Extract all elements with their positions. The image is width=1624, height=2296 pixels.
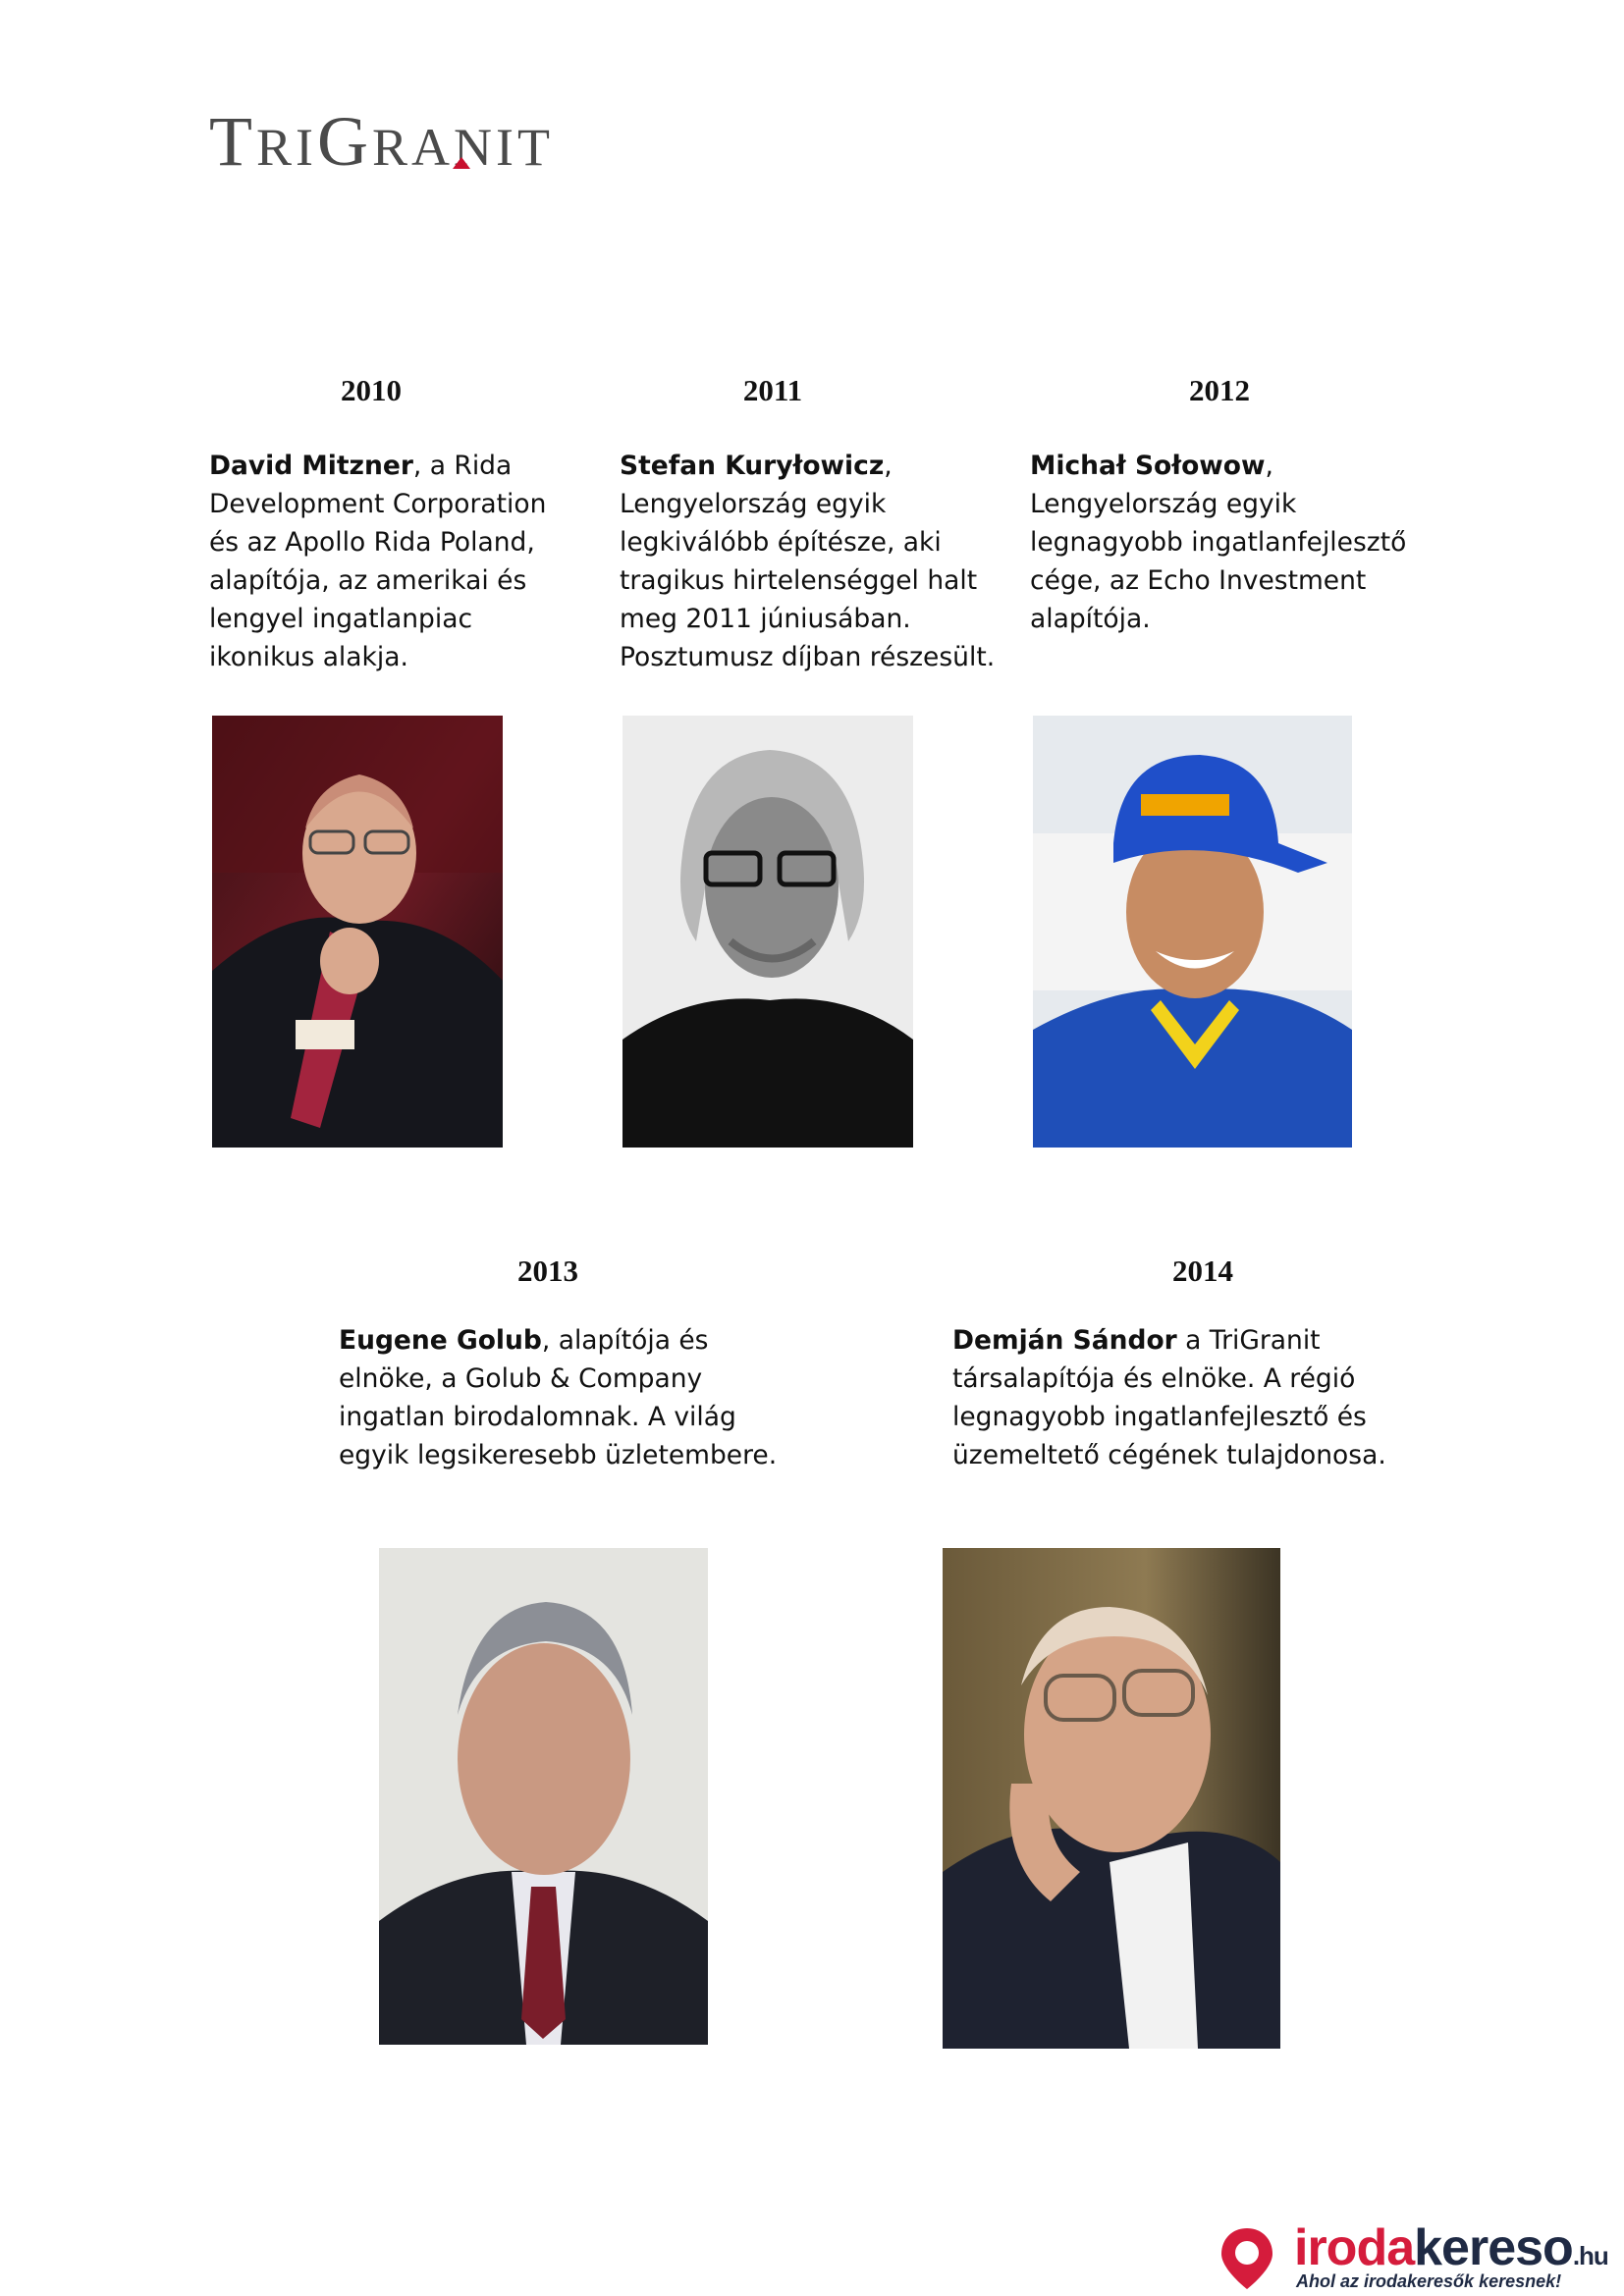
brand-name: irodakereso.hu [1294, 2219, 1608, 2276]
entry-2014-name: Demján Sándor [952, 1325, 1177, 1356]
location-pin-icon [1218, 2226, 1276, 2291]
entry-2012-name: Michał Sołowow [1030, 451, 1266, 481]
portrait-demjan-sandor [943, 1548, 1280, 2049]
irodakereso-watermark [1218, 2219, 1624, 2296]
entry-2014-text: Demján Sándor a TriGranit társalapítója és elnöke. A régió legnagyobb ingatlanfejlesztő és üzemeltető cégének tulajdonosa. [952, 1325, 1386, 1470]
year-2011: 2011 [742, 373, 803, 407]
entry-2011-name: Stefan Kuryłowicz [620, 451, 885, 481]
year-2012: 2012 [1189, 373, 1250, 407]
entry-2012-text: Michał Sołowow, Lengyelország egyik legnagyobb ingatlanfejlesztő cége, az Echo Investment alapítója. [1030, 451, 1407, 634]
entry-2010-text: David Mitzner, a Rida Development Corporation és az Apollo Rida Poland, alapítója, az amerikai és lengyel ingatlanpiac ikonikus alakja. [209, 451, 547, 672]
year-2013: 2013 [517, 1254, 578, 1288]
portrait-david-mitzner [212, 716, 503, 1148]
entry-2013-name: Eugene Golub [339, 1325, 542, 1356]
trigranit-logo: TRIGRANIT [209, 102, 554, 181]
year-2014: 2014 [1172, 1254, 1233, 1288]
logo-accent-triangle [453, 157, 470, 169]
entry-2010-name: David Mitzner [209, 451, 413, 481]
portrait-eugene-golub [379, 1548, 708, 2045]
portrait-stefan-kurylowicz [623, 716, 913, 1148]
portrait-michal-solowow [1033, 716, 1352, 1148]
brand-tagline: Ahol az irodakeresők keresnek! [1296, 2271, 1562, 2291]
entry-2011-text: Stefan Kuryłowicz, Lengyelország egyik legkiválóbb építésze, aki tragikus hirtelenséggel halt meg 2011 júniusában. Posztumusz díjban részesült. [620, 451, 996, 672]
year-2010: 2010 [341, 373, 402, 407]
entry-2013-text: Eugene Golub, alapítója és elnöke, a Golub & Company ingatlan birodalomnak. A világ egyik legsikeresebb üzletembere. [339, 1325, 778, 1470]
